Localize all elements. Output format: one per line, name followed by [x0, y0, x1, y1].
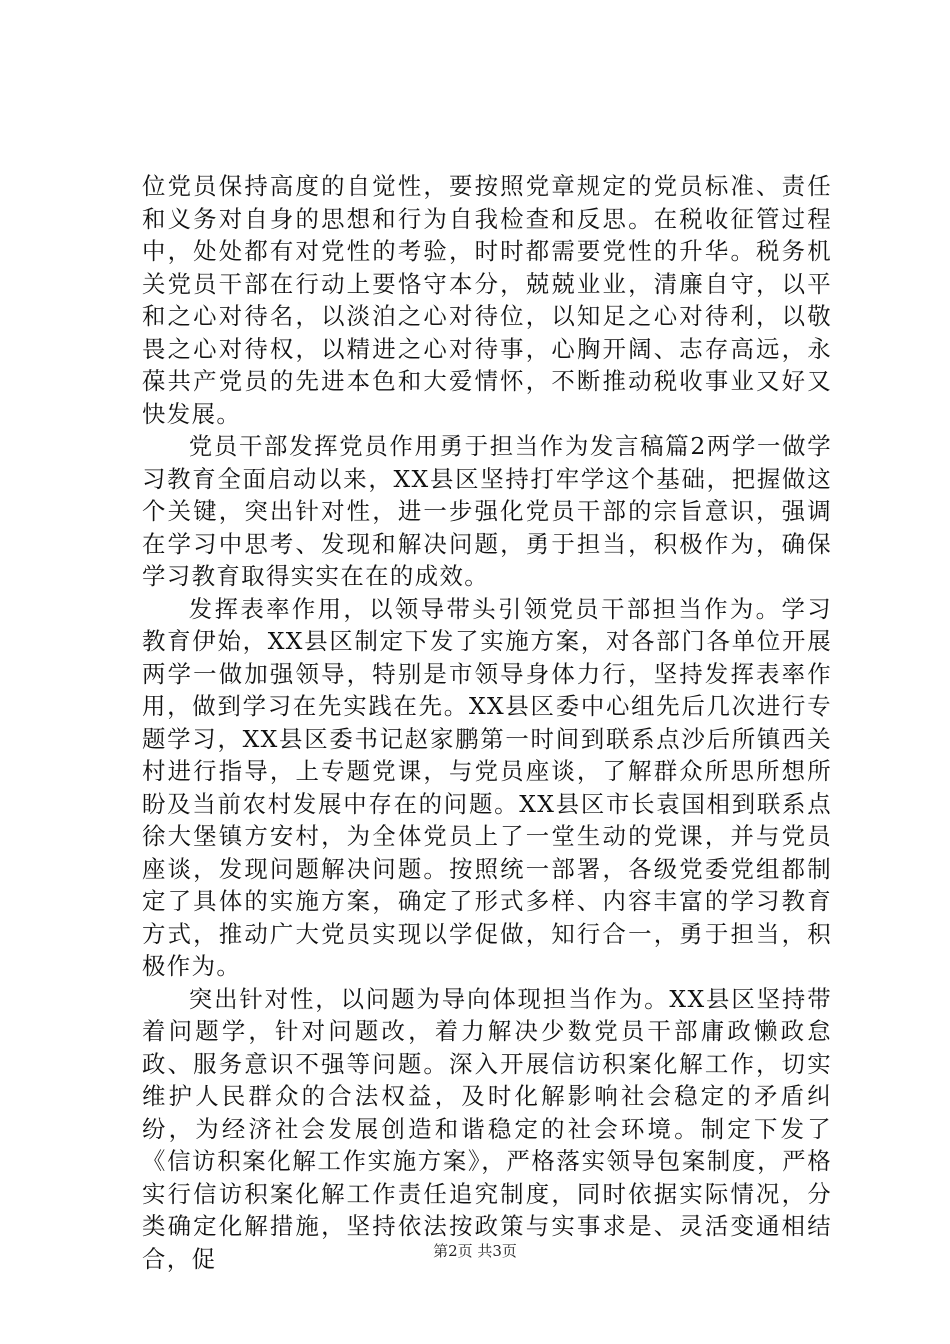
paragraph-1: 位党员保持高度的自觉性，要按照党章规定的党员标准、责任和义务对自身的思想和行为自我检查和反思。在税收征管过程中，处处都有对党性的考验，时时都需要党性的升华。税务机关党员干部在行动上要恪守本分，兢兢业业，清廉自守，以平和之心对待名，以淡泊之心对待位，以知足之心对待利，以敬畏之心对待权，以精进之心对待事，心胸开阔、志存高远，永葆共产党员的先进本色和大爱情怀，不断推动税收事业又好又快发展。 [142, 172, 832, 428]
paragraph-4: 突出针对性，以问题为导向体现担当作为。XX县区坚持带着问题学，针对问题改，着力解决少数党员干部庸政懒政怠政、服务意识不强等问题。深入开展信访积案化解工作，切实维护人民群众的合法权益，及时化解影响社会稳定的矛盾纠纷，为经济社会发展创造和谐稳定的社会环境。制定下发了《信访积案化解工作实施方案》，严格落实领导包案制度，严格实行信访积案化解工作责任追究制度，同时依据实际情况，分类确定化解措施，坚持依法按政策与实事求是、灵活变通相结合，促 [142, 984, 832, 1273]
paragraph-3: 发挥表率作用，以领导带头引领党员干部担当作为。学习教育伊始，XX县区制定下发了实施方案，对各部门各单位开展两学一做加强领导，特别是市领导身体力行，坚持发挥表率作用，做到学习在先实践在先。XX县区委中心组先后几次进行专题学习，XX县区委书记赵家鹏第一时间到联系点沙后所镇西关村进行指导，上专题党课，与党员座谈，了解群众所思所想所盼及当前农村发展中存在的问题。XX县区市长袁国相到联系点徐大堡镇方安村，为全体党员上了一堂生动的党课，并与党员座谈，发现问题解决问题。按照统一部署，各级党委党组都制定了具体的实施方案，确定了形式多样、内容丰富的学习教育方式，推动广大党员实现以学促做，知行合一，勇于担当，积极作为。 [142, 594, 832, 980]
document-body [142, 170, 832, 1275]
page-number-footer: 第2页 共3页 [433, 1242, 517, 1260]
paragraph-2: 党员干部发挥党员作用勇于担当作为发言稿篇2两学一做学习教育全面启动以来，XX县区坚持打牢学这个基础，把握做这个关键，突出针对性，进一步强化党员干部的宗旨意识，强调在学习中思考、发现和解决问题，勇于担当，积极作为，确保学习教育取得实实在在的成效。 [142, 432, 832, 590]
